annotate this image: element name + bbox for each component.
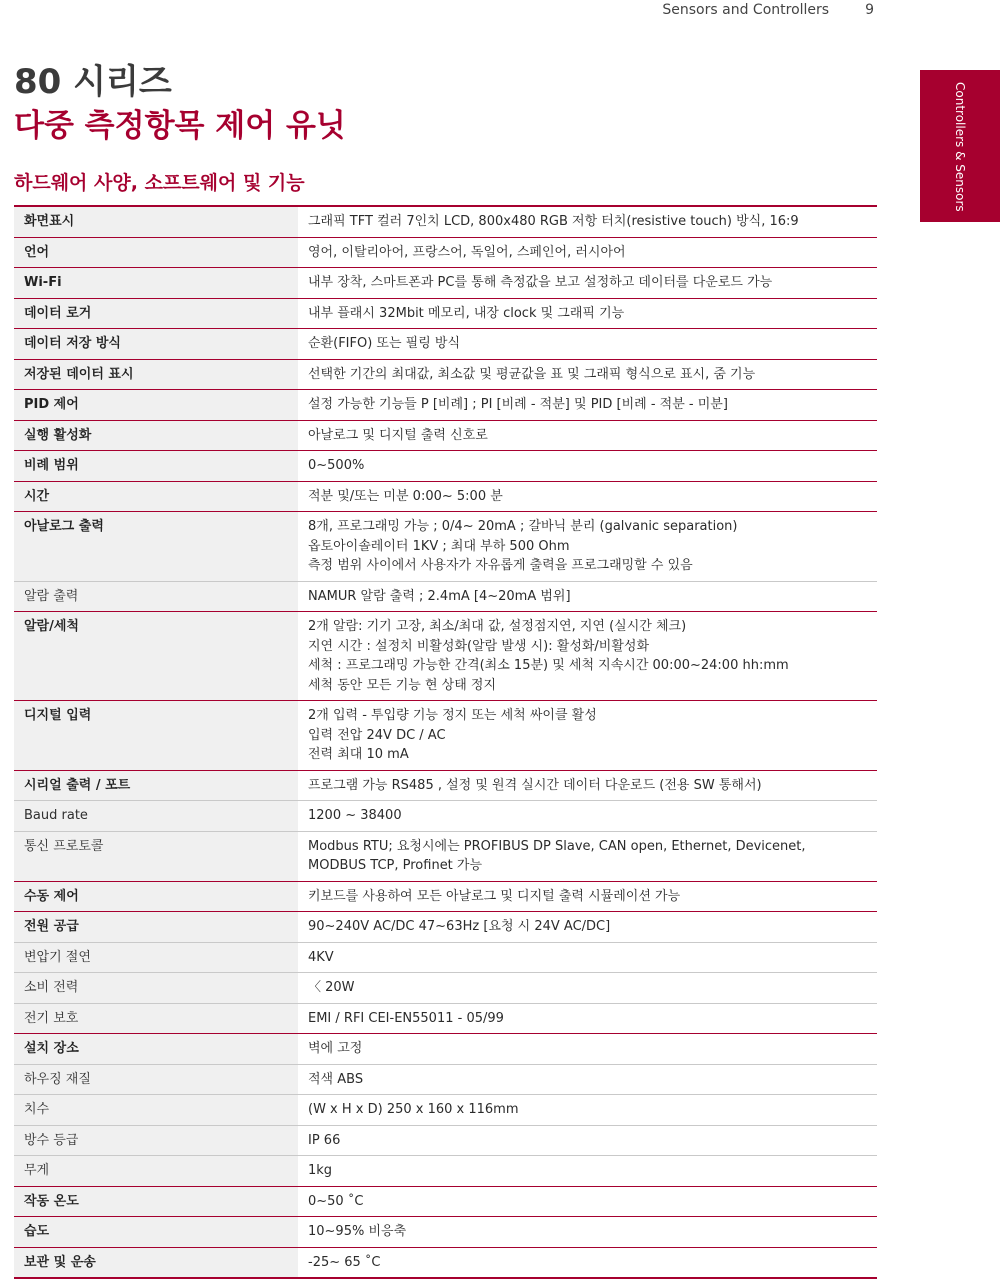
spec-label: 작동 온도 [14,1186,298,1217]
spec-row [14,359,877,390]
spec-value-line: 90~240V AC/DC 47~63Hz [요청 시 24V AC/DC] [308,919,611,934]
spec-row [14,451,877,482]
spec-value [298,1034,877,1065]
spec-value-line: 그래픽 TFT 컬러 7인치 LCD, 800x480 RGB 저항 터치(resistive touch) 방식, 16:9 [308,214,799,229]
spec-label: 알람 출력 [14,581,298,612]
spec-row [14,1247,877,1278]
spec-row [14,1003,877,1034]
spec-table-body [14,206,877,1278]
spec-row [14,973,877,1004]
spec-value-line: 내부 장착, 스마트폰과 PC를 통해 측정값을 보고 설정하고 데이터를 다운로드 가능 [308,275,773,290]
spec-label: 언어 [14,237,298,268]
spec-label: 습도 [14,1217,298,1248]
spec-label: Wi-Fi [14,268,298,299]
spec-value [298,1003,877,1034]
spec-value-line: 2개 알람: 기기 고장, 최소/최대 값, 설정점지연, 지연 (실시간 체크) [308,619,687,634]
spec-row [14,1034,877,1065]
spec-value [298,359,877,390]
spec-value [298,420,877,451]
spec-label: 통신 프로토콜 [14,831,298,881]
spec-value [298,268,877,299]
spec-row [14,581,877,612]
page-number: 9 [865,2,874,18]
spec-value [298,512,877,582]
spec-row [14,1156,877,1187]
spec-value [298,912,877,943]
spec-value [298,329,877,360]
spec-value [298,1247,877,1278]
spec-value-line: MODBUS TCP, Profinet 가능 [308,858,483,873]
spec-value-line: 영어, 이탈리아어, 프랑스어, 독일어, 스페인어, 러시아어 [308,244,626,260]
running-header [662,2,874,18]
spec-row [14,481,877,512]
spec-value-line: 벽에 고정 [308,1041,363,1056]
spec-row [14,881,877,912]
spec-value [298,1186,877,1217]
spec-label: 설치 장소 [14,1034,298,1065]
spec-row [14,801,877,832]
spec-value [298,881,877,912]
spec-row [14,268,877,299]
spec-value [298,1095,877,1126]
spec-row [14,237,877,268]
spec-value [298,973,877,1004]
spec-value-line: 전력 최대 10 mA [308,747,409,762]
spec-label: 비례 범위 [14,451,298,482]
spec-row [14,1217,877,1248]
spec-value-line: 아날로그 및 디지털 출력 신호로 [308,427,488,443]
spec-value-line: 〈 20W [308,980,355,995]
spec-value-line: 0~500% [308,458,365,473]
spec-row [14,298,877,329]
spec-value [298,1064,877,1095]
spec-row [14,1095,877,1126]
spec-value [298,206,877,237]
page-subtitle: 다중 측정항목 제어 유닛 [14,108,346,144]
spec-value [298,451,877,482]
spec-label: PID 제어 [14,390,298,421]
spec-row [14,701,877,771]
spec-row [14,390,877,421]
side-tab-label: Controllers & Sensors [953,82,967,212]
spec-row [14,612,877,701]
spec-label: 데이터 저장 방식 [14,329,298,360]
spec-value-line: 1kg [308,1163,333,1178]
spec-value-line: 세척 동안 모든 기능 현 상태 정지 [308,677,497,693]
spec-value-line: 내부 플래시 32Mbit 메모리, 내장 clock 및 그래픽 기능 [308,305,625,321]
spec-value-line: (W x H x D) 250 x 160 x 116mm [308,1102,519,1117]
running-header-section: Sensors and Controllers [662,2,830,18]
spec-row [14,420,877,451]
spec-label: 하우징 재질 [14,1064,298,1095]
spec-value-line: 측정 범위 사이에서 사용자가 자유롭게 출력을 프로그래밍할 수 있음 [308,558,693,573]
section-heading: 하드웨어 사양, 소프트웨어 및 기능 [14,172,305,194]
spec-label: 데이터 로거 [14,298,298,329]
spec-row [14,912,877,943]
spec-label: 실행 활성화 [14,420,298,451]
spec-value-line: 0~50 ˚C [308,1193,364,1209]
spec-value [298,1217,877,1248]
spec-value-line: 순환(FIFO) 또는 필링 방식 [308,336,461,351]
spec-label: 방수 등급 [14,1125,298,1156]
spec-value [298,298,877,329]
spec-value-line: NAMUR 알람 출력 ; 2.4mA [4~20mA 범위] [308,588,571,604]
spec-value-line: 프로그램 가능 RS485 , 설정 및 원격 실시간 데이터 다운로드 (전용 SW 통해서) [308,777,762,793]
spec-label: 수동 제어 [14,881,298,912]
spec-value-line: -25~ 65 ˚C [308,1254,381,1270]
spec-value-line: 세척 : 프로그래밍 가능한 간격(최소 15분) 및 세척 지속시간 00:00~24:00 hh:mm [308,658,789,673]
page-title: 80 시리즈 [14,62,172,102]
spec-value-line: 10~95% 비응축 [308,1224,407,1239]
spec-label: 시리얼 출력 / 포트 [14,770,298,801]
spec-value-line: 입력 전압 24V DC / AC [308,727,446,743]
spec-label: 아날로그 출력 [14,512,298,582]
spec-label: 변압기 절연 [14,942,298,973]
spec-value-line: 4KV [308,949,334,965]
spec-label: 디지털 입력 [14,701,298,771]
spec-value-line: 8개, 프로그래밍 가능 ; 0/4~ 20mA ; 갈바닉 분리 (galvanic separation) [308,519,738,534]
spec-row [14,770,877,801]
spec-value-line: 옵토아이솔레이터 1KV ; 최대 부하 500 Ohm [308,538,570,554]
spec-value-line: 적색 ABS [308,1071,364,1087]
spec-value [298,612,877,701]
spec-value [298,770,877,801]
spec-row [14,206,877,237]
spec-label: 알람/세척 [14,612,298,701]
spec-value-line: 설정 가능한 기능들 P [비례] ; PI [비례 - 적분] 및 PID [비례 - 적분 - 미분] [308,397,728,412]
spec-value [298,1156,877,1187]
side-tab [920,70,1000,222]
spec-value [298,701,877,771]
spec-value [298,390,877,421]
spec-value-line: 적분 및/또는 미분 0:00~ 5:00 분 [308,488,503,504]
spec-value [298,801,877,832]
spec-value [298,237,877,268]
spec-value-line: 2개 입력 - 투입량 기능 정지 또는 세척 싸이클 활성 [308,708,597,723]
spec-label: 화면표시 [14,206,298,237]
spec-table [14,205,877,1279]
spec-value [298,942,877,973]
spec-label: 시간 [14,481,298,512]
spec-row [14,942,877,973]
spec-row [14,1186,877,1217]
spec-row [14,512,877,582]
spec-value-line: 선택한 기간의 최대값, 최소값 및 평균값을 표 및 그래픽 형식으로 표시, 줌 기능 [308,366,756,382]
spec-row [14,1125,877,1156]
spec-value-line: 지연 시간 : 설정치 비활성화(알람 발생 시): 활성화/비활성화 [308,638,650,654]
spec-value-line: EMI / RFI CEI-EN55011 - 05/99 [308,1010,504,1026]
spec-value-line: Modbus RTU; 요청시에는 PROFIBUS DP Slave, CAN open, Ethernet, Devicenet, [308,838,806,854]
spec-label: 치수 [14,1095,298,1126]
spec-value-line: IP 66 [308,1132,341,1148]
spec-label: 소비 전력 [14,973,298,1004]
spec-label: 전원 공급 [14,912,298,943]
spec-label: 무게 [14,1156,298,1187]
spec-label: 보관 및 운송 [14,1247,298,1278]
spec-value [298,581,877,612]
spec-row [14,1064,877,1095]
spec-value [298,1125,877,1156]
spec-row [14,831,877,881]
spec-label: Baud rate [14,801,298,832]
spec-value-line: 키보드를 사용하여 모든 아날로그 및 디지털 출력 시뮬레이션 가능 [308,888,681,904]
spec-value-line: 1200 ~ 38400 [308,808,402,823]
spec-value [298,481,877,512]
spec-value [298,831,877,881]
spec-row [14,329,877,360]
spec-label: 전기 보호 [14,1003,298,1034]
spec-label: 저장된 데이터 표시 [14,359,298,390]
